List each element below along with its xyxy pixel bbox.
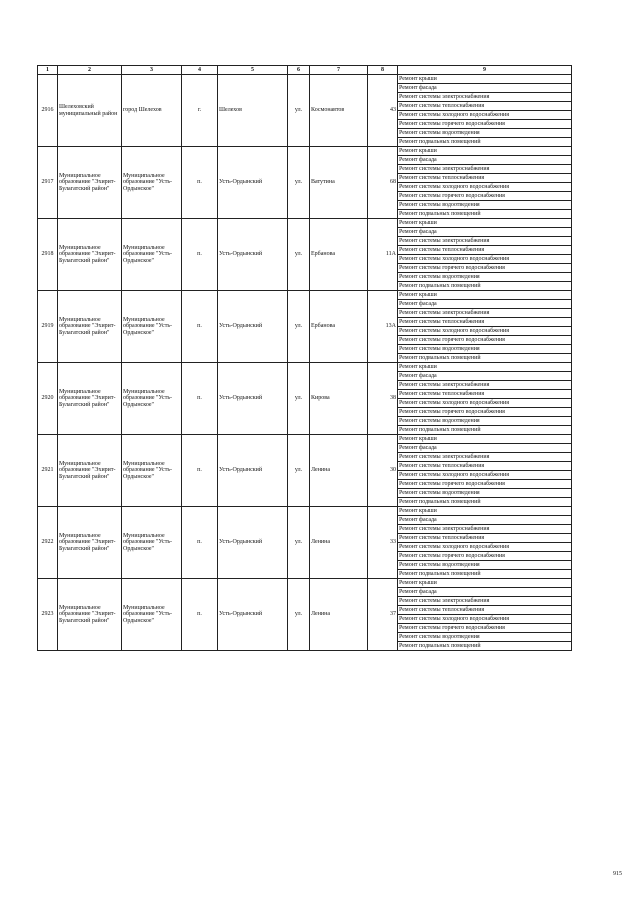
work-type-cell: Ремонт системы горячего водоснабжения <box>398 408 572 417</box>
locality-cell: Усть-Ордынский <box>218 147 288 219</box>
locality-type-cell: п. <box>182 363 218 435</box>
street-type-cell: ул. <box>288 579 310 651</box>
work-type-cell: Ремонт фасада <box>398 156 572 165</box>
work-type-cell: Ремонт крыши <box>398 75 572 84</box>
work-type-cell: Ремонт системы теплоснабжения <box>398 246 572 255</box>
district-cell: Муниципальное образование "Эхирит-Булагатский район" <box>58 363 122 435</box>
street-type-cell: ул. <box>288 363 310 435</box>
work-type-cell: Ремонт системы теплоснабжения <box>398 534 572 543</box>
row-number-cell: 2916 <box>38 75 58 147</box>
work-type-cell: Ремонт системы теплоснабжения <box>398 174 572 183</box>
work-type-cell: Ремонт фасада <box>398 228 572 237</box>
table-body <box>38 75 572 651</box>
header-cell: 8 <box>368 66 398 75</box>
header-cell: 9 <box>398 66 572 75</box>
work-type-cell: Ремонт системы горячего водоснабжения <box>398 624 572 633</box>
work-type-cell: Ремонт фасада <box>398 516 572 525</box>
street-cell: Ербанова <box>310 219 368 291</box>
header-row <box>38 66 572 75</box>
work-type-cell: Ремонт системы электроснабжения <box>398 309 572 318</box>
work-type-cell: Ремонт фасада <box>398 588 572 597</box>
work-type-cell: Ремонт системы электроснабжения <box>398 93 572 102</box>
settlement-cell: Муниципальное образование "Усть-Ордынское" <box>122 219 182 291</box>
locality-type-cell: п. <box>182 219 218 291</box>
row-number-cell: 2921 <box>38 435 58 507</box>
house-number-cell: 68 <box>368 147 398 219</box>
work-type-cell: Ремонт фасада <box>398 372 572 381</box>
house-number-cell: 43 <box>368 75 398 147</box>
header-cell: 6 <box>288 66 310 75</box>
locality-cell: Усть-Ордынский <box>218 291 288 363</box>
locality-type-cell: г. <box>182 75 218 147</box>
work-type-cell: Ремонт системы электроснабжения <box>398 381 572 390</box>
street-cell: Ербанова <box>310 291 368 363</box>
row-number-cell: 2922 <box>38 507 58 579</box>
header-cell: 2 <box>58 66 122 75</box>
table-row <box>38 579 572 588</box>
work-type-cell: Ремонт системы холодного водоснабжения <box>398 327 572 336</box>
work-type-cell: Ремонт системы водоотведения <box>398 129 572 138</box>
house-number-cell: 13А <box>368 291 398 363</box>
header-cell: 5 <box>218 66 288 75</box>
work-type-cell: Ремонт системы холодного водоснабжения <box>398 183 572 192</box>
house-number-cell: 38 <box>368 363 398 435</box>
house-number-cell: 30 <box>368 435 398 507</box>
table-row <box>38 363 572 372</box>
row-number-cell: 2918 <box>38 219 58 291</box>
locality-cell: Усть-Ордынский <box>218 363 288 435</box>
header-cell: 3 <box>122 66 182 75</box>
table-row <box>38 291 572 300</box>
work-type-cell: Ремонт системы теплоснабжения <box>398 462 572 471</box>
locality-cell: Усть-Ордынский <box>218 507 288 579</box>
street-cell: Ленина <box>310 435 368 507</box>
work-type-cell: Ремонт системы электроснабжения <box>398 453 572 462</box>
work-type-cell: Ремонт системы горячего водоснабжения <box>398 480 572 489</box>
work-type-cell: Ремонт подвальных помещений <box>398 642 572 651</box>
work-type-cell: Ремонт подвальных помещений <box>398 354 572 363</box>
work-type-cell: Ремонт подвальных помещений <box>398 498 572 507</box>
street-type-cell: ул. <box>288 147 310 219</box>
work-type-cell: Ремонт крыши <box>398 291 572 300</box>
table-row <box>38 219 572 228</box>
street-type-cell: ул. <box>288 219 310 291</box>
work-type-cell: Ремонт крыши <box>398 219 572 228</box>
locality-type-cell: п. <box>182 579 218 651</box>
work-type-cell: Ремонт системы холодного водоснабжения <box>398 111 572 120</box>
work-type-cell: Ремонт системы водоотведения <box>398 417 572 426</box>
settlement-cell: Муниципальное образование "Усть-Ордынское" <box>122 579 182 651</box>
work-type-cell: Ремонт системы горячего водоснабжения <box>398 192 572 201</box>
work-type-cell: Ремонт системы холодного водоснабжения <box>398 399 572 408</box>
work-type-cell: Ремонт системы электроснабжения <box>398 165 572 174</box>
work-type-cell: Ремонт системы водоотведения <box>398 273 572 282</box>
header-cell: 1 <box>38 66 58 75</box>
work-type-cell: Ремонт системы электроснабжения <box>398 237 572 246</box>
work-type-cell: Ремонт системы водоотведения <box>398 561 572 570</box>
work-type-cell: Ремонт подвальных помещений <box>398 426 572 435</box>
header-cell: 7 <box>310 66 368 75</box>
work-type-cell: Ремонт подвальных помещений <box>398 138 572 147</box>
work-type-cell: Ремонт системы электроснабжения <box>398 597 572 606</box>
table-row <box>38 435 572 444</box>
street-type-cell: ул. <box>288 435 310 507</box>
work-type-cell: Ремонт системы теплоснабжения <box>398 606 572 615</box>
work-type-cell: Ремонт системы водоотведения <box>398 345 572 354</box>
street-cell: Космонавтов <box>310 75 368 147</box>
locality-cell: Усть-Ордынский <box>218 435 288 507</box>
work-type-cell: Ремонт системы холодного водоснабжения <box>398 255 572 264</box>
work-type-cell: Ремонт крыши <box>398 147 572 156</box>
street-cell: Ленина <box>310 579 368 651</box>
work-type-cell: Ремонт крыши <box>398 579 572 588</box>
settlement-cell: Муниципальное образование "Усть-Ордынское" <box>122 435 182 507</box>
street-cell: Кирова <box>310 363 368 435</box>
table-row <box>38 75 572 84</box>
work-type-cell: Ремонт фасада <box>398 444 572 453</box>
street-type-cell: ул. <box>288 291 310 363</box>
house-number-cell: 37 <box>368 579 398 651</box>
work-type-cell: Ремонт системы водоотведения <box>398 201 572 210</box>
locality-cell: Усть-Ордынский <box>218 219 288 291</box>
street-cell: Ватутина <box>310 147 368 219</box>
work-type-cell: Ремонт фасада <box>398 300 572 309</box>
work-type-cell: Ремонт подвальных помещений <box>398 570 572 579</box>
house-number-cell: 33 <box>368 507 398 579</box>
page-number: 915 <box>613 871 622 877</box>
settlement-cell: Муниципальное образование "Усть-Ордынское" <box>122 291 182 363</box>
work-type-cell: Ремонт системы холодного водоснабжения <box>398 471 572 480</box>
locality-type-cell: п. <box>182 291 218 363</box>
district-cell: Муниципальное образование "Эхирит-Булагатский район" <box>58 147 122 219</box>
work-type-cell: Ремонт системы водоотведения <box>398 489 572 498</box>
settlement-cell: Муниципальное образование "Усть-Ордынское" <box>122 363 182 435</box>
repair-table <box>37 65 572 651</box>
settlement-cell: город Шелехов <box>122 75 182 147</box>
locality-cell: Шелехов <box>218 75 288 147</box>
house-number-cell: 11А <box>368 219 398 291</box>
row-number-cell: 2923 <box>38 579 58 651</box>
work-type-cell: Ремонт системы горячего водоснабжения <box>398 336 572 345</box>
work-type-cell: Ремонт системы холодного водоснабжения <box>398 615 572 624</box>
row-number-cell: 2919 <box>38 291 58 363</box>
district-cell: Муниципальное образование "Эхирит-Булагатский район" <box>58 507 122 579</box>
work-type-cell: Ремонт фасада <box>398 84 572 93</box>
row-number-cell: 2920 <box>38 363 58 435</box>
settlement-cell: Муниципальное образование "Усть-Ордынское" <box>122 507 182 579</box>
locality-type-cell: п. <box>182 147 218 219</box>
street-type-cell: ул. <box>288 507 310 579</box>
locality-type-cell: п. <box>182 435 218 507</box>
district-cell: Муниципальное образование "Эхирит-Булагатский район" <box>58 219 122 291</box>
work-type-cell: Ремонт системы горячего водоснабжения <box>398 552 572 561</box>
work-type-cell: Ремонт крыши <box>398 435 572 444</box>
street-type-cell: ул. <box>288 75 310 147</box>
work-type-cell: Ремонт системы горячего водоснабжения <box>398 264 572 273</box>
table-row <box>38 507 572 516</box>
work-type-cell: Ремонт системы водоотведения <box>398 633 572 642</box>
header-cell: 4 <box>182 66 218 75</box>
district-cell: Муниципальное образование "Эхирит-Булагатский район" <box>58 291 122 363</box>
work-type-cell: Ремонт крыши <box>398 363 572 372</box>
work-type-cell: Ремонт подвальных помещений <box>398 210 572 219</box>
work-type-cell: Ремонт системы электроснабжения <box>398 525 572 534</box>
table-row <box>38 147 572 156</box>
locality-type-cell: п. <box>182 507 218 579</box>
work-type-cell: Ремонт системы горячего водоснабжения <box>398 120 572 129</box>
work-type-cell: Ремонт системы холодного водоснабжения <box>398 543 572 552</box>
district-cell: Муниципальное образование "Эхирит-Булагатский район" <box>58 579 122 651</box>
district-cell: Муниципальное образование "Эхирит-Булагатский район" <box>58 435 122 507</box>
settlement-cell: Муниципальное образование "Усть-Ордынское" <box>122 147 182 219</box>
work-type-cell: Ремонт крыши <box>398 507 572 516</box>
street-cell: Ленина <box>310 507 368 579</box>
row-number-cell: 2917 <box>38 147 58 219</box>
work-type-cell: Ремонт системы теплоснабжения <box>398 390 572 399</box>
work-type-cell: Ремонт системы теплоснабжения <box>398 102 572 111</box>
locality-cell: Усть-Ордынский <box>218 579 288 651</box>
work-type-cell: Ремонт подвальных помещений <box>398 282 572 291</box>
district-cell: Шелеховский муниципальный район <box>58 75 122 147</box>
work-type-cell: Ремонт системы теплоснабжения <box>398 318 572 327</box>
